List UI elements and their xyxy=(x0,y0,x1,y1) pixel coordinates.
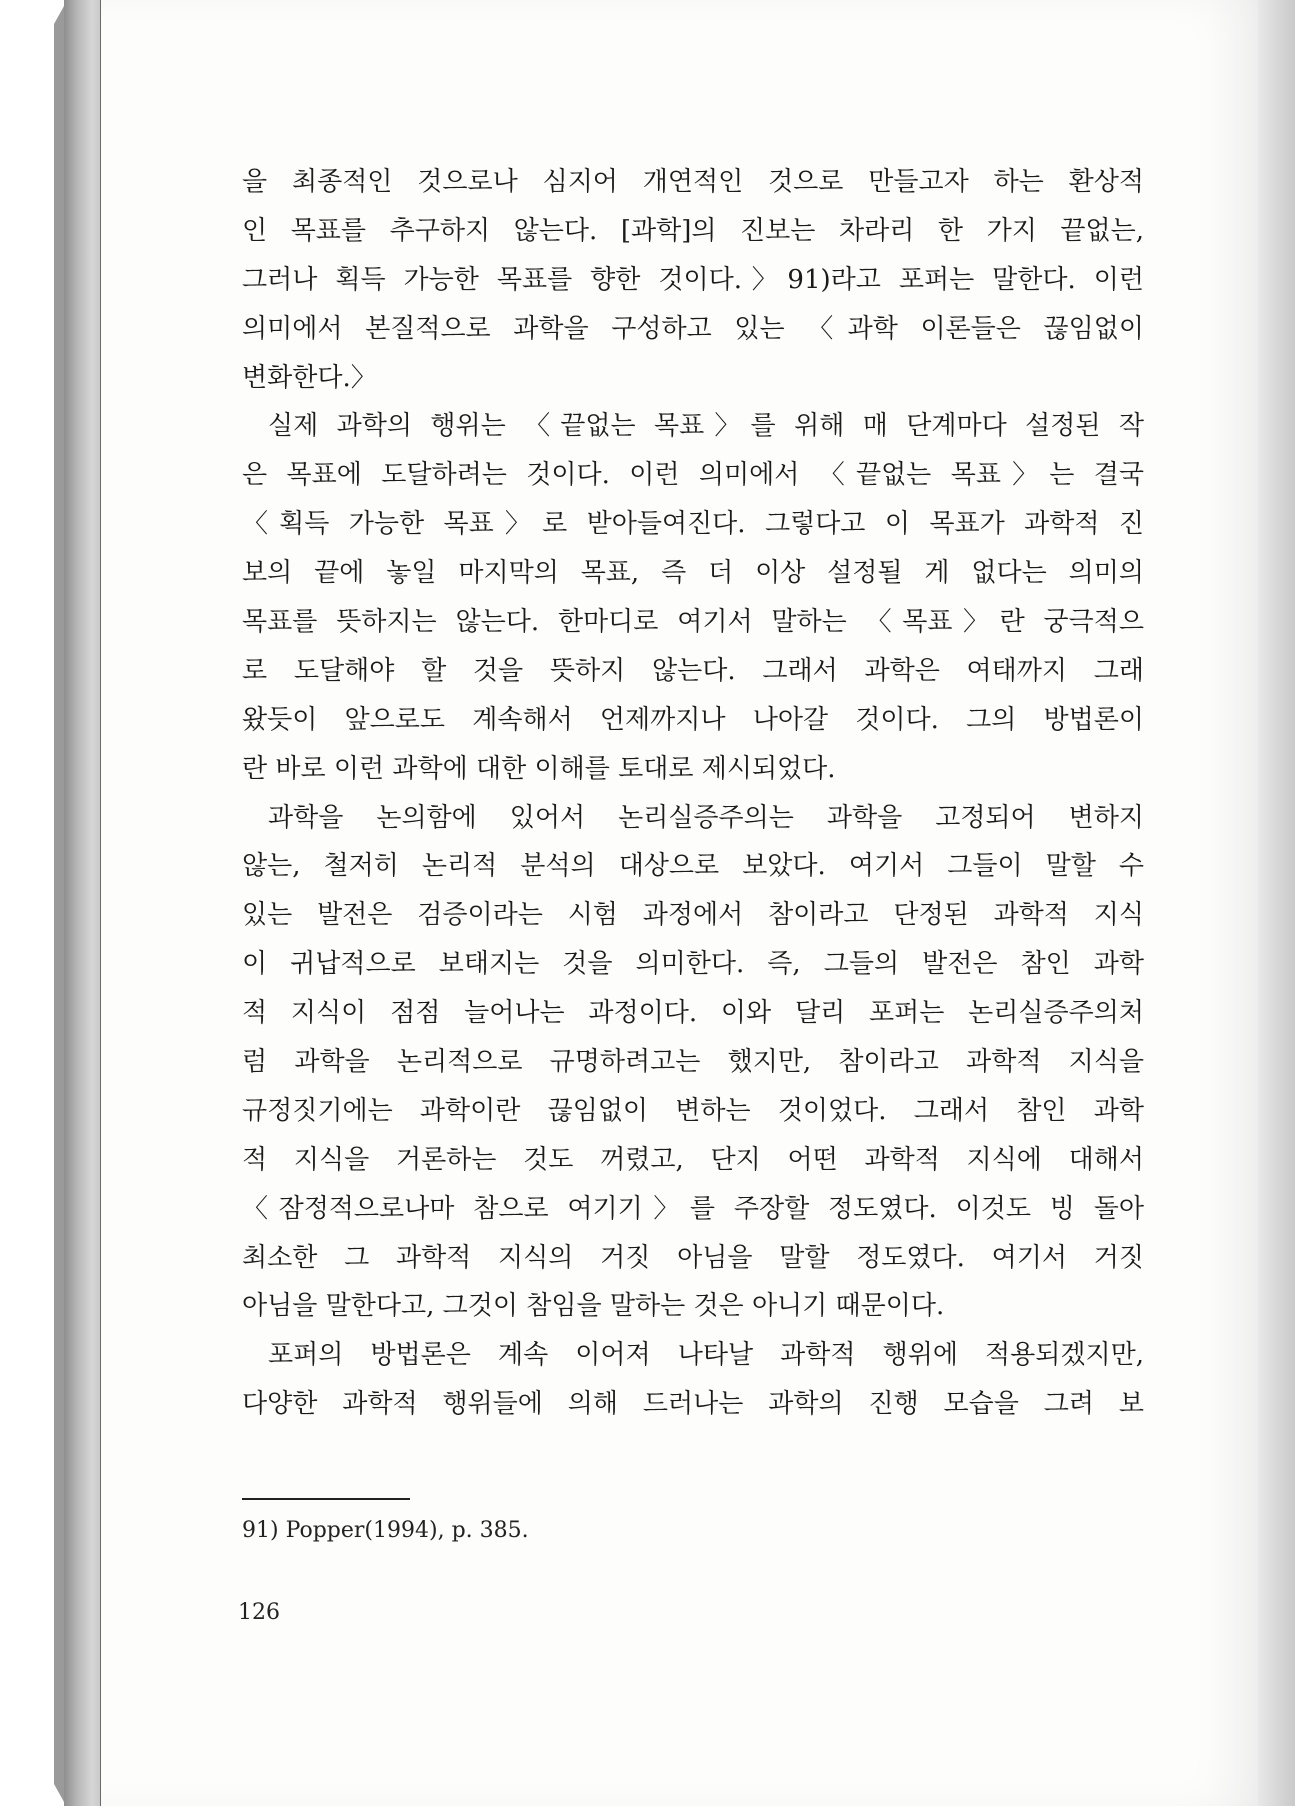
paragraph-first-line: 과학을 논의함에 있어서 논리실증주의는 과학을 고정되어 변하지 xyxy=(268,802,1144,833)
text-line: 로 도달해야 할 것을 뜻하지 않는다. 그래서 과학은 여태까지 그래 xyxy=(242,655,1144,686)
text-line: 적 지식을 거론하는 것도 꺼렸고, 단지 어떤 과학적 지식에 대해서 xyxy=(242,1144,1144,1175)
text-line: 적 지식이 점점 늘어나는 과정이다. 이와 달리 포퍼는 논리실증주의처 xyxy=(242,998,1144,1029)
text-line: 〈획득 가능한 목표〉로 받아들여진다. 그렇다고 이 목표가 과학적 진 xyxy=(242,509,1144,540)
paragraph-first-line: 포퍼의 방법론은 계속 이어져 나타날 과학적 행위에 적용되겠지만, xyxy=(268,1340,1144,1371)
footnote: 91) Popper(1994), p. 385. xyxy=(242,1518,529,1543)
text-line: 않는, 철저히 논리적 분석의 대상으로 보았다. 여기서 그들이 말할 수 xyxy=(242,851,1144,882)
text-line: 란 바로 이런 과학에 대한 이해를 토대로 제시되었다. xyxy=(242,753,836,784)
text-line: 있는 발전은 검증이라는 시험 과정에서 참이라고 단정된 과학적 지식 xyxy=(242,900,1144,931)
text-line: 목표를 뜻하지는 않는다. 한마디로 여기서 말하는 〈목표〉란 궁극적으 xyxy=(242,607,1144,638)
text-line: 보의 끝에 놓일 마지막의 목표, 즉 더 이상 설정될 게 없다는 의미의 xyxy=(242,558,1144,589)
text-line: 아님을 말한다고, 그것이 참임을 말하는 것은 아니기 때문이다. xyxy=(242,1291,945,1322)
paragraph-first-line: 실제 과학의 행위는 〈끝없는 목표〉를 위해 매 단계마다 설정된 작 xyxy=(268,411,1144,442)
text-line: 왔듯이 앞으로도 계속해서 언제까지나 나아갈 것이다. 그의 방법론이 xyxy=(242,704,1144,735)
text-line: 〈잠정적으로나마 참으로 여기기〉를 주장할 정도였다. 이것도 빙 돌아 xyxy=(242,1193,1145,1224)
text-line: 그러나 획득 가능한 목표를 향한 것이다.〉91)라고 포퍼는 말한다. 이런 xyxy=(242,264,1144,295)
book-spine-edge xyxy=(64,0,104,1806)
text-line: 이 귀납적으로 보태지는 것을 의미한다. 즉, 그들의 발전은 참인 과학 xyxy=(242,949,1144,980)
text-line: 변화한다.〉 xyxy=(242,362,377,393)
text-line: 인 목표를 추구하지 않는다. [과학]의 진보는 차라리 한 가지 끝없는, xyxy=(242,215,1144,246)
text-line: 최소한 그 과학적 지식의 거짓 아님을 말할 정도였다. 여기서 거짓 xyxy=(242,1242,1144,1273)
text-line: 을 최종적인 것으로나 심지어 개연적인 것으로 만들고자 하는 환상적 xyxy=(242,167,1144,197)
text-line: 의미에서 본질적으로 과학을 구성하고 있는 〈과학 이론들은 끊임없이 xyxy=(242,313,1144,344)
text-line: 은 목표에 도달하려는 것이다. 이런 의미에서 〈끝없는 목표〉는 결국 xyxy=(242,460,1144,491)
text-line: 규정짓기에는 과학이란 끊임없이 변하는 것이었다. 그래서 참인 과학 xyxy=(242,1095,1144,1126)
text-line: 럼 과학을 논리적으로 규명하려고는 했지만, 참이라고 과학적 지식을 xyxy=(242,1047,1144,1078)
footnote-divider xyxy=(242,1498,410,1500)
page-right-shadow xyxy=(1258,0,1295,1806)
page-number: 126 xyxy=(238,1600,280,1625)
body-text xyxy=(242,158,1144,1429)
text-line: 다양한 과학적 행위들에 의해 드러나는 과학의 진행 모습을 그려 보 xyxy=(242,1389,1144,1420)
